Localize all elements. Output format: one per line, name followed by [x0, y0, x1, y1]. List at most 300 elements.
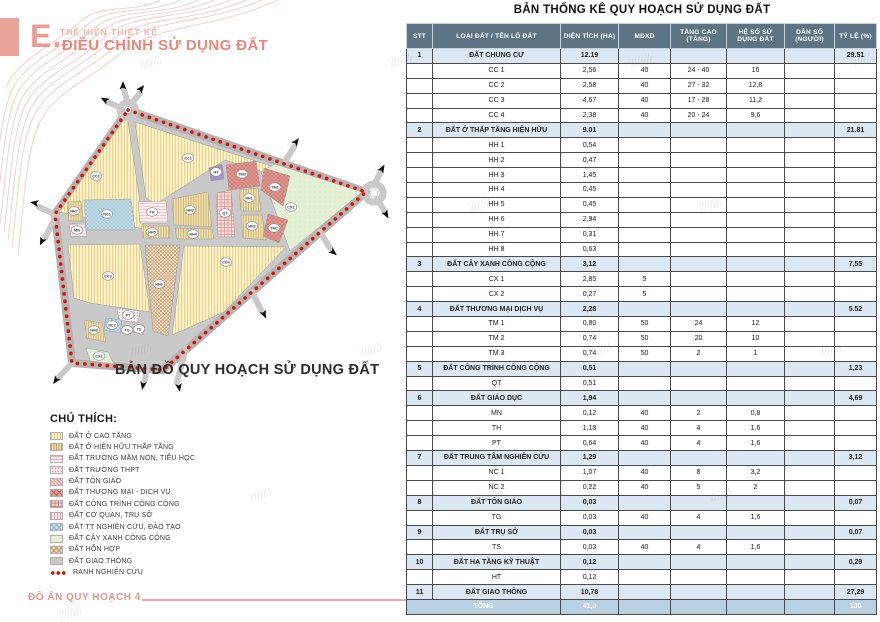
- table-cell: 8: [407, 495, 433, 510]
- table-cell: HH 4: [433, 183, 561, 198]
- table-cell: [785, 495, 835, 510]
- table-cell: TỔNG: [407, 599, 561, 614]
- table-cell: 27,29: [835, 585, 877, 600]
- table-cell: [785, 376, 835, 391]
- table-group-row: [407, 49, 877, 64]
- table-row: [407, 168, 877, 183]
- table-cell: [407, 153, 433, 168]
- table-cell: [727, 197, 785, 212]
- table-cell: [671, 376, 727, 391]
- table-cell: [407, 317, 433, 332]
- table-cell: [727, 361, 785, 376]
- table-cell: [671, 242, 727, 257]
- legend-item: [50, 432, 310, 440]
- table-cell: HH 3: [433, 168, 561, 183]
- table-row: [407, 287, 877, 302]
- table-cell: 1,6: [727, 436, 785, 451]
- table-row: [407, 227, 877, 242]
- table-cell: 29.51: [835, 49, 877, 64]
- table-cell: 2,28: [561, 302, 619, 317]
- table-cell: ĐẤT THƯƠNG MẠI DỊCH VỤ: [433, 302, 561, 317]
- table-cell: [671, 555, 727, 570]
- table-cell: 40: [619, 540, 671, 555]
- table-cell: [671, 257, 727, 272]
- parcel-label-HH2: HH2: [248, 224, 256, 229]
- table-cell: 0,8: [727, 406, 785, 421]
- table-cell: [785, 123, 835, 138]
- pink-dense-swatch-icon: [50, 478, 63, 486]
- watermark: [139, 55, 163, 70]
- red-cross-swatch-icon: [50, 489, 63, 497]
- table-cell: [407, 346, 433, 361]
- parcel-label-HH8: HH8: [90, 328, 98, 333]
- legend-label: ĐẤT TRƯỜNG MẦM NON, TIỂU HỌC: [69, 455, 196, 463]
- table-cell: 0,45: [561, 197, 619, 212]
- table-cell: HH 5: [433, 197, 561, 212]
- table-cell: ĐẤT CÔNG TRÌNH CÔNG CỘNG: [433, 361, 561, 376]
- table-cell: [407, 436, 433, 451]
- table-cell: 24 - 40: [671, 63, 727, 78]
- legend-item: [50, 455, 310, 463]
- column-header: DIỆN TÍCH (HA): [561, 24, 619, 49]
- table-cell: 2,56: [561, 63, 619, 78]
- parcel-label-HH6: HH6: [155, 282, 163, 287]
- table-cell: [407, 570, 433, 585]
- table-cell: [785, 257, 835, 272]
- table-cell: [785, 391, 835, 406]
- pink-vstripe-swatch-icon: [50, 512, 63, 520]
- table-cell: [619, 257, 671, 272]
- legend-label: ĐẤT CÂY XANH CÔNG CỘNG: [69, 535, 171, 543]
- parcel-label-TM2: TM2: [270, 226, 278, 231]
- table-cell: [407, 227, 433, 242]
- legend-label: ĐẤT Ở CAO TẦNG: [69, 432, 132, 440]
- table-cell: [727, 599, 785, 614]
- table-cell: [727, 525, 785, 540]
- table-cell: [785, 272, 835, 287]
- table-cell: [835, 376, 877, 391]
- table-cell: [619, 153, 671, 168]
- table-cell: [619, 183, 671, 198]
- table-cell: [785, 49, 835, 64]
- table-cell: 0,03: [561, 540, 619, 555]
- parcel-label-CC3: CC3: [104, 274, 112, 279]
- table-cell: 0,51: [561, 376, 619, 391]
- table-cell: [407, 331, 433, 346]
- table-cell: 5: [619, 287, 671, 302]
- table-cell: 0,12: [561, 406, 619, 421]
- table-cell: [835, 510, 877, 525]
- legend-item: [50, 443, 310, 451]
- parcel-label-NC1: NC1: [103, 212, 111, 217]
- table-cell: 11,2: [727, 93, 785, 108]
- parcel-label-TS: TS: [136, 327, 142, 332]
- table-cell: [407, 78, 433, 93]
- table-cell: [671, 227, 727, 242]
- table-cell: [785, 510, 835, 525]
- parcel-label-MN: MN: [74, 228, 80, 233]
- table-cell: [727, 555, 785, 570]
- table-cell: 4,69: [835, 391, 877, 406]
- table-cell: 16: [727, 63, 785, 78]
- table-cell: 0,07: [835, 525, 877, 540]
- legend-label: ĐẤT TRƯỜNG THPT: [69, 466, 140, 474]
- table-cell: TS: [433, 540, 561, 555]
- table-cell: [727, 227, 785, 242]
- table-cell: [727, 242, 785, 257]
- table-cell: 0,22: [561, 480, 619, 495]
- table-group-row: [407, 525, 877, 540]
- table-cell: [727, 272, 785, 287]
- table-cell: 4: [671, 540, 727, 555]
- table-cell: 20: [671, 331, 727, 346]
- land-use-map: [28, 80, 392, 398]
- table-row: [407, 480, 877, 495]
- table-cell: [619, 197, 671, 212]
- table-cell: [407, 465, 433, 480]
- table-cell: [835, 227, 877, 242]
- table-cell: 12,8: [727, 78, 785, 93]
- table-row: [407, 153, 877, 168]
- table-cell: 0,03: [561, 510, 619, 525]
- table-cell: 0,45: [561, 183, 619, 198]
- table-row: [407, 108, 877, 123]
- table-cell: 40: [619, 480, 671, 495]
- table-cell: [671, 525, 727, 540]
- table-cell: [835, 93, 877, 108]
- table-cell: [785, 599, 835, 614]
- table-cell: 10,78: [561, 585, 619, 600]
- table-cell: 11: [407, 585, 433, 600]
- pink-hstripe-swatch-icon: [50, 455, 63, 463]
- table-cell: 7,55: [835, 257, 877, 272]
- table-cell: 2: [671, 346, 727, 361]
- table-cell: CX 1: [433, 272, 561, 287]
- table-group-row: [407, 361, 877, 376]
- table-cell: [785, 421, 835, 436]
- table-cell: 9: [407, 525, 433, 540]
- watermark: [59, 605, 83, 620]
- parcel-label-CX1: CX1: [287, 205, 295, 210]
- table-row: [407, 331, 877, 346]
- table-cell: 50: [619, 317, 671, 332]
- table-cell: [619, 599, 671, 614]
- table-cell: 0,03: [561, 495, 619, 510]
- table-cell: ĐẤT TÔN GIÁO: [433, 495, 561, 510]
- column-header: TỶ LỆ (%): [835, 24, 877, 49]
- table-cell: [671, 302, 727, 317]
- table-row: [407, 242, 877, 257]
- table-cell: 4: [407, 302, 433, 317]
- table-cell: [727, 376, 785, 391]
- table-cell: 1,94: [561, 391, 619, 406]
- table-cell: 50: [619, 331, 671, 346]
- table-row: [407, 93, 877, 108]
- table-cell: 4,67: [561, 93, 619, 108]
- table-cell: ĐẤT HẠ TẦNG KỸ THUẬT: [433, 555, 561, 570]
- table-cell: 0,12: [561, 570, 619, 585]
- table-cell: 2,85: [561, 272, 619, 287]
- table-cell: [619, 585, 671, 600]
- table-cell: [671, 361, 727, 376]
- table-cell: [619, 138, 671, 153]
- table-cell: [727, 212, 785, 227]
- table-cell: [727, 138, 785, 153]
- red-grid-swatch-icon: [50, 500, 63, 508]
- table-cell: [785, 138, 835, 153]
- table-cell: [835, 183, 877, 198]
- table-cell: [407, 376, 433, 391]
- table-row: [407, 197, 877, 212]
- table-cell: [407, 540, 433, 555]
- red-dots-swatch-icon: [50, 569, 67, 577]
- table-cell: [407, 287, 433, 302]
- table-cell: PT: [433, 436, 561, 451]
- table-row: [407, 78, 877, 93]
- table-group-row: [407, 495, 877, 510]
- table-cell: [619, 495, 671, 510]
- table-cell: 6: [407, 391, 433, 406]
- table-cell: [785, 197, 835, 212]
- table-cell: 0,03: [561, 525, 619, 540]
- blue-cross-swatch-icon: [50, 523, 63, 531]
- table-row: [407, 376, 877, 391]
- table-cell: [727, 495, 785, 510]
- table-cell: [619, 242, 671, 257]
- table-cell: 50: [619, 346, 671, 361]
- table-cell: [407, 183, 433, 198]
- table-cell: [835, 346, 877, 361]
- table-cell: 1,6: [727, 540, 785, 555]
- table-cell: 2: [727, 480, 785, 495]
- table-cell: 40: [619, 63, 671, 78]
- table-cell: CC 3: [433, 93, 561, 108]
- table-cell: 5.52: [835, 302, 877, 317]
- column-header: MĐXD: [619, 24, 671, 49]
- table-cell: [619, 227, 671, 242]
- statistics-panel: [406, 4, 878, 615]
- table-cell: 12.19: [561, 49, 619, 64]
- legend-label: ĐẤT HỖN HỢP: [69, 546, 121, 554]
- table-cell: [671, 272, 727, 287]
- table-cell: 0,74: [561, 331, 619, 346]
- table-cell: 40: [619, 108, 671, 123]
- table-cell: [835, 272, 877, 287]
- table-cell: [727, 570, 785, 585]
- parcel-label-HH5: HH5: [148, 230, 156, 235]
- legend-item: [50, 500, 310, 508]
- table-cell: [407, 242, 433, 257]
- column-header: STT: [407, 24, 433, 49]
- table-cell: TG: [433, 510, 561, 525]
- table-cell: TM 2: [433, 331, 561, 346]
- table-cell: ĐẤT CÂY XANH CÔNG CỘNG: [433, 257, 561, 272]
- table-cell: 10: [727, 331, 785, 346]
- table-cell: [785, 570, 835, 585]
- table-cell: 0,12: [561, 555, 619, 570]
- table-cell: [835, 406, 877, 421]
- page-title: ĐIỀU CHỈNH SỬ DỤNG ĐẤT: [62, 37, 269, 54]
- table-cell: 1,6: [727, 510, 785, 525]
- table-cell: [619, 376, 671, 391]
- table-cell: 0,31: [561, 227, 619, 242]
- table-cell: TM 1: [433, 317, 561, 332]
- table-row: [407, 540, 877, 555]
- table-cell: 10: [407, 555, 433, 570]
- table-cell: [785, 331, 835, 346]
- table-cell: 2,94: [561, 212, 619, 227]
- legend-list: [50, 432, 310, 577]
- table-cell: [785, 242, 835, 257]
- table-cell: [835, 197, 877, 212]
- table-cell: 1,45: [561, 168, 619, 183]
- table-cell: HH 6: [433, 212, 561, 227]
- table-cell: [835, 108, 877, 123]
- table-cell: [785, 78, 835, 93]
- parcel-label-TH: TH: [149, 210, 155, 215]
- table-cell: [727, 451, 785, 466]
- table-row: [407, 63, 877, 78]
- table-cell: [619, 123, 671, 138]
- table-cell: [619, 525, 671, 540]
- legend-label: RANH NGHIÊN CỨU: [73, 569, 144, 577]
- parcel-label-TG: TG: [124, 328, 130, 333]
- table-cell: [727, 183, 785, 198]
- table-cell: NC 2: [433, 480, 561, 495]
- table-cell: TH: [433, 421, 561, 436]
- table-title: BẢN THỐNG KÊ QUY HOẠCH SỬ DỤNG ĐẤT: [513, 4, 771, 16]
- parcel-label-CC4: CC4: [222, 260, 230, 265]
- table-group-row: [407, 585, 877, 600]
- table-cell: 1: [407, 49, 433, 64]
- table-cell: [619, 451, 671, 466]
- table-total-row: [407, 599, 877, 614]
- table-cell: [727, 287, 785, 302]
- table-cell: [785, 317, 835, 332]
- table-cell: 1,23: [835, 361, 877, 376]
- table-cell: [619, 361, 671, 376]
- table-cell: [727, 123, 785, 138]
- legend-title: CHÚ THÍCH:: [50, 413, 118, 425]
- parcel-label-HH7: HH7: [70, 209, 78, 214]
- table-cell: [619, 49, 671, 64]
- table-cell: CC 1: [433, 63, 561, 78]
- table-cell: [835, 153, 877, 168]
- table-cell: 4: [671, 436, 727, 451]
- table-row: [407, 212, 877, 227]
- table-cell: CX 2: [433, 287, 561, 302]
- table-cell: CC 2: [433, 78, 561, 93]
- column-header: LOẠI ĐẤT / TÊN LÔ ĐẤT: [433, 24, 561, 49]
- legend-label: ĐẤT CÔNG TRÌNH CÔNG CỘNG: [69, 500, 180, 508]
- parcel-label-QT: QT: [222, 211, 228, 216]
- table-cell: 12: [727, 317, 785, 332]
- parcel-label-CX2: CX2: [95, 354, 103, 359]
- table-cell: 3,12: [561, 257, 619, 272]
- table-cell: CC 4: [433, 108, 561, 123]
- table-cell: [835, 465, 877, 480]
- legend-label: ĐẤT Ở HIỆN HỮU THẤP TẦNG: [69, 443, 174, 451]
- table-cell: [785, 287, 835, 302]
- table-cell: [407, 168, 433, 183]
- table-cell: 0,47: [561, 153, 619, 168]
- table-cell: 0,74: [561, 346, 619, 361]
- table-cell: [619, 391, 671, 406]
- legend-item: [50, 557, 310, 565]
- table-cell: 40: [619, 406, 671, 421]
- parcel-label-CC2: CC2: [92, 174, 100, 179]
- section-letter: E.: [30, 18, 63, 54]
- table-cell: 0,27: [561, 287, 619, 302]
- table-cell: [835, 480, 877, 495]
- table-row: [407, 346, 877, 361]
- table-cell: [407, 406, 433, 421]
- table-cell: 2: [671, 406, 727, 421]
- map-title: BẢN ĐỒ QUY HOẠCH SỬ DỤNG ĐẤT: [115, 362, 380, 378]
- legend-item: [50, 535, 310, 543]
- table-cell: [407, 212, 433, 227]
- table-cell: 1,29: [561, 451, 619, 466]
- green-swatch-icon: [50, 535, 63, 543]
- table-cell: [727, 585, 785, 600]
- table-cell: [835, 63, 877, 78]
- table-cell: [785, 406, 835, 421]
- table-cell: [835, 78, 877, 93]
- table-cell: 5: [619, 272, 671, 287]
- table-cell: [785, 168, 835, 183]
- table-cell: 7: [407, 451, 433, 466]
- table-cell: 1,6: [727, 421, 785, 436]
- table-cell: 40: [619, 465, 671, 480]
- parcel-label-HH3: HH3: [186, 208, 194, 213]
- table-cell: 100: [835, 599, 877, 614]
- table-cell: 3: [407, 257, 433, 272]
- table-cell: [407, 138, 433, 153]
- table-cell: 3,2: [727, 465, 785, 480]
- table-cell: 41,3: [561, 599, 619, 614]
- table-cell: [407, 93, 433, 108]
- table-cell: 5: [407, 361, 433, 376]
- column-header: HỆ SỐ SỬ DỤNG ĐẤT: [727, 24, 785, 49]
- table-cell: 40: [619, 510, 671, 525]
- parcel-label-HH1: HH1: [245, 196, 253, 201]
- table-cell: ĐẤT GIAO THÔNG: [433, 585, 561, 600]
- table-cell: [835, 212, 877, 227]
- table-cell: 0,80: [561, 317, 619, 332]
- table-cell: 8: [671, 465, 727, 480]
- table-cell: [407, 272, 433, 287]
- table-row: [407, 465, 877, 480]
- table-cell: [835, 138, 877, 153]
- table-cell: [407, 197, 433, 212]
- table-cell: 0,64: [561, 436, 619, 451]
- table-cell: HH 8: [433, 242, 561, 257]
- table-cell: MN: [433, 406, 561, 421]
- table-cell: [619, 302, 671, 317]
- table-row: [407, 138, 877, 153]
- table-cell: [671, 123, 727, 138]
- parcel-label-HH4: HH4: [189, 232, 197, 237]
- parcel-label-TM3: TM3: [238, 172, 246, 177]
- table-cell: 4: [671, 510, 727, 525]
- footer-project-label: ĐỒ ÁN QUY HOẠCH 4: [28, 592, 141, 603]
- table-cell: 2: [407, 123, 433, 138]
- legend-item: [50, 523, 310, 531]
- table-cell: [727, 257, 785, 272]
- table-cell: [785, 63, 835, 78]
- legend-item: [50, 512, 310, 520]
- table-cell: 9.01: [561, 123, 619, 138]
